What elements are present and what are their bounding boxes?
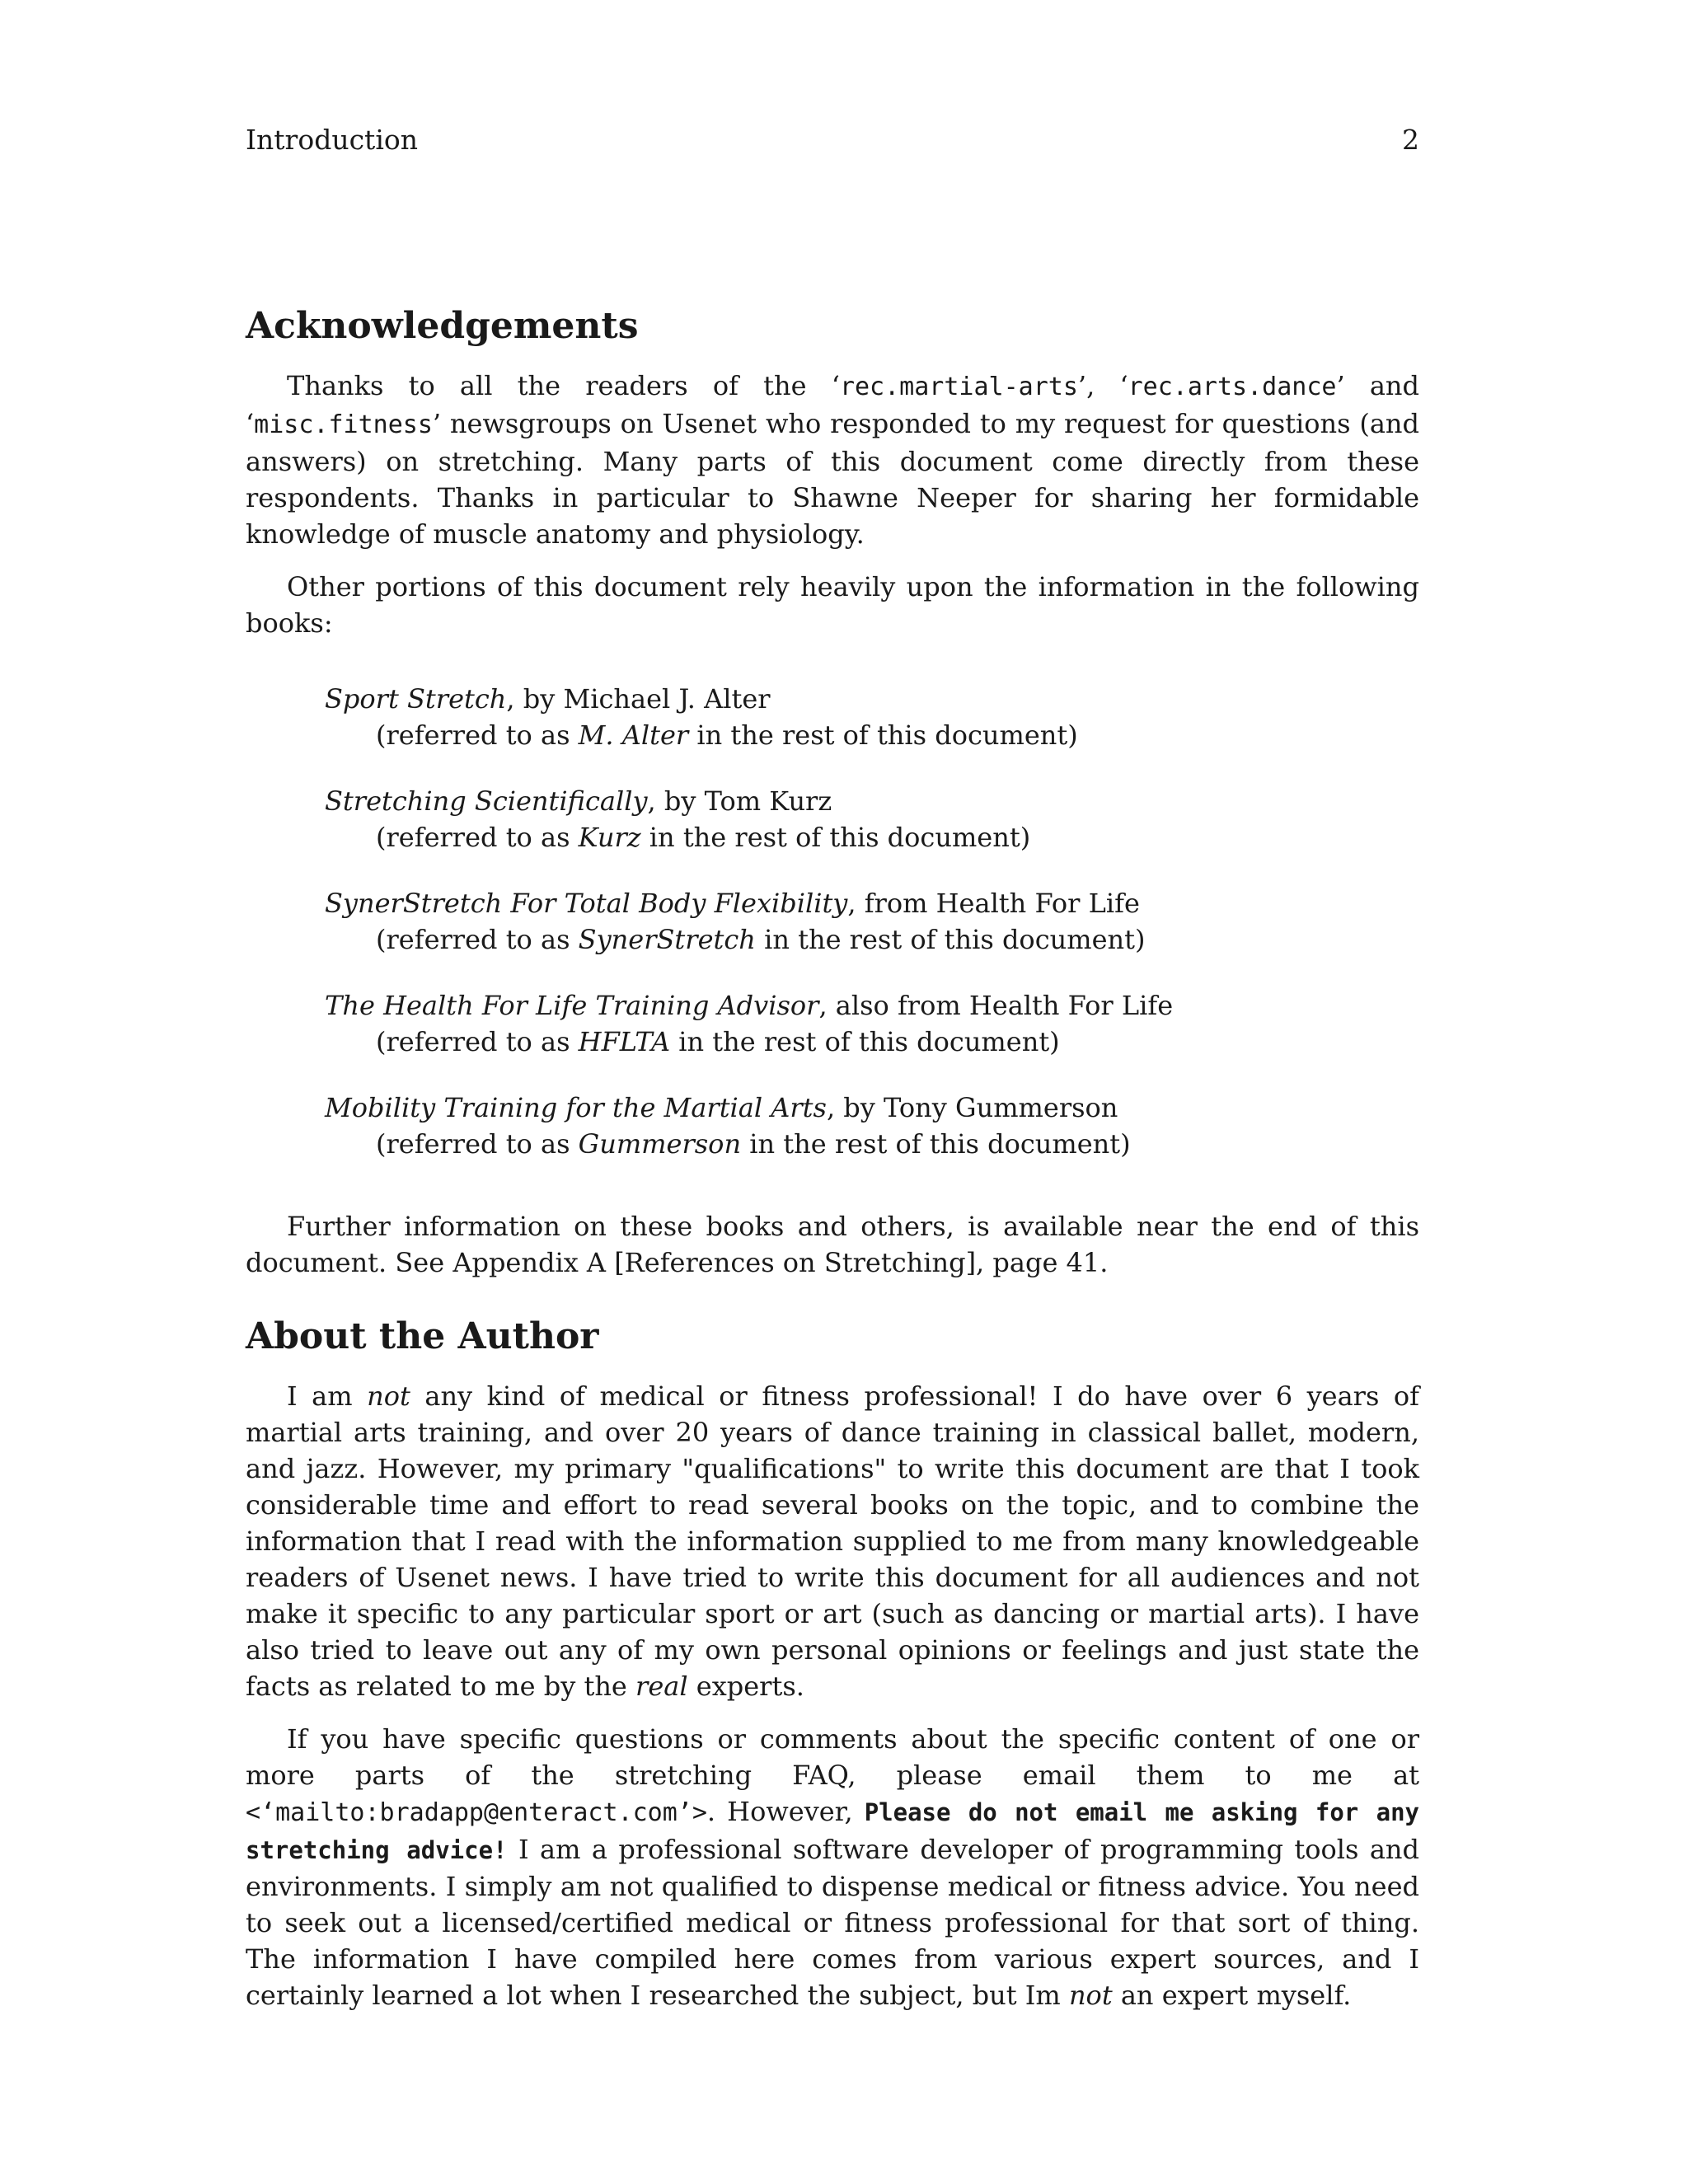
book-title: Sport Stretch	[325, 683, 507, 715]
heading-acknowledgements: Acknowledgements	[246, 305, 639, 347]
ack-paragraph-3: Further information on these books and others, is available near the end of this document. See Appendix A [References on Stretching], page 41.	[246, 1211, 1419, 1278]
book-entry: Mobility Training for the Martial Arts, by Tony Gummerson (referred to as Gummerson in the rest of this document)	[325, 1092, 1131, 1160]
author-paragraph-1: I am not any kind of medical or fitness professional! I do have over 6 years of martial arts training, and over 20 years of dance training in classical ballet, modern, and jazz. However, my primary "qualifications" to write this document are that I took considerable time and effort to read several books on the topic, and to combine the information that I read with the information supplied to me from many knowledgeable readers of Usenet news. I have tried to write this document for all audiences and not make it specific to any particular sport or art (such as dancing or martial arts). I have also tried to leave out any of my own personal opinions or feelings and just state the facts as related to me by the real experts.	[246, 1380, 1420, 1702]
ack-paragraph-1: Thanks to all the readers of the ‘rec.martial-arts’, ‘rec.arts.dance’ and ‘misc.fitness’ newsgroups on Usenet who responded to my request for questions (and answers) on stretching. Many parts of this document come directly from these respondents. Thanks in particular to Shawne Neeper for sharing her formidable knowledge of muscle anatomy and physiology.	[246, 370, 1420, 550]
book-title: Stretching Scientifically	[325, 785, 648, 817]
heading-about-author: About the Author	[246, 1315, 599, 1357]
newsgroup-martial-arts: rec.martial-arts	[839, 373, 1078, 401]
book-entry: SynerStretch For Total Body Flexibility, from Health For Life (referred to as SynerStretch in the rest of this document)	[325, 888, 1146, 955]
document-page	[246, 124, 1419, 2013]
book-entry: Sport Stretch, by Michael J. Alter (referred to as M. Alter in the rest of this document)	[325, 683, 1078, 751]
book-entry: Stretching Scientifically, by Tom Kurz (referred to as Kurz in the rest of this document)	[325, 785, 1031, 853]
book-alias: Kurz	[578, 822, 641, 853]
header-section: Introduction	[246, 124, 418, 156]
book-title: SynerStretch For Total Body Flexibility	[325, 888, 848, 919]
book-alias: HFLTA	[578, 1026, 671, 1057]
page-number: 2	[1402, 124, 1419, 156]
newsgroup-misc-fitness: misc.fitness	[254, 410, 433, 439]
author-email-link[interactable]: <‘mailto:bradapp@enteract.com’>	[246, 1798, 707, 1827]
book-alias: SynerStretch	[578, 924, 756, 955]
book-alias: Gummerson	[578, 1128, 742, 1160]
newsgroup-arts-dance: rec.arts.dance	[1128, 373, 1337, 401]
running-header	[246, 124, 1419, 157]
book-alias: M. Alter	[578, 719, 689, 751]
book-entry: The Health For Life Training Advisor, also from Health For Life (referred to as HFLTA in the rest of this document)	[325, 990, 1174, 1057]
no-advice-warning: Please do not email me asking for any stretching advice!	[246, 1798, 1419, 1864]
author-paragraph-2: If you have specific questions or comments about the specific content of one or more parts of the stretching FAQ, please email them to me at <‘mailto:bradapp@enteract.com’>. However, Please do not email me asking for any stretching advice! I am a professional software developer of programming tools and environments. I simply am not qualified to dispense medical or fitness advice. You need to seek out a licensed/certified medical or fitness professional for that sort of thing. The information I have compiled here comes from various expert sources, and I certainly learned a lot when I researched the subject, but Im not an expert myself.	[246, 1723, 1419, 2011]
book-title: The Health For Life Training Advisor	[325, 990, 819, 1021]
book-title: Mobility Training for the Martial Arts	[325, 1092, 827, 1123]
ack-paragraph-2: Other portions of this document rely heavily upon the information in the following books:	[246, 571, 1419, 639]
book-list	[325, 681, 1419, 1162]
